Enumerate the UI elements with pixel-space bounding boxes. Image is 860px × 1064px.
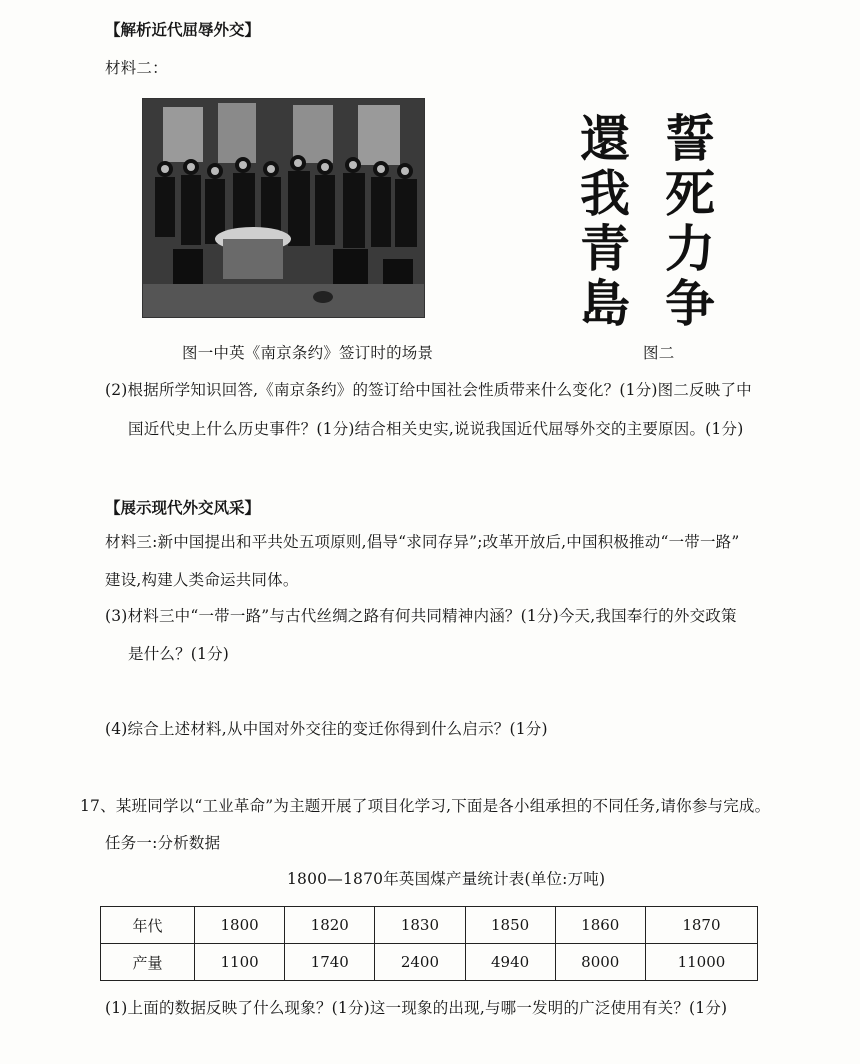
table-cell: 1800 — [195, 907, 285, 944]
table-cell: 1820 — [285, 907, 375, 944]
coal-output-table — [100, 906, 758, 981]
calligraphy-left-column: 還 我 青 島 — [580, 109, 630, 333]
section-heading-modern-diplomacy: 【展示现代外交风采】 — [105, 498, 261, 517]
table-cell: 11000 — [645, 944, 757, 981]
treaty-signing-photo — [142, 98, 425, 318]
material-two-label: 材料二： — [105, 59, 168, 77]
table-cell: 1860 — [555, 907, 645, 944]
question-2-line-2: 国近代史上什么历史事件？(1分)结合相关史实,说说我国近代屈辱外交的主要原因。(1分) — [128, 420, 744, 438]
table-row — [101, 907, 758, 944]
table-cell: 2400 — [375, 944, 465, 981]
question-17-1: (1)上面的数据反映了什么现象？(1分)这一现象的出现,与哪一发明的广泛使用有关？(1分) — [105, 999, 728, 1017]
material-three-line-1: 材料三:新中国提出和平共处五项原则,倡导“求同存异”;改革开放后,中国积极推动“一带一路” — [105, 533, 740, 551]
table-cell: 产量 — [101, 944, 195, 981]
task-one-label: 任务一:分析数据 — [105, 834, 221, 852]
table-cell: 8000 — [555, 944, 645, 981]
table-cell: 1740 — [285, 944, 375, 981]
table-cell: 1870 — [645, 907, 757, 944]
table-cell: 1830 — [375, 907, 465, 944]
question-2-line-1: (2)根据所学知识回答,《南京条约》的签订给中国社会性质带来什么变化？(1分)图二反映了中 — [105, 381, 752, 399]
material-three-line-2: 建设,构建人类命运共同体。 — [105, 571, 299, 589]
question-3-line-2: 是什么？(1分) — [128, 645, 230, 663]
figure2-caption: 图二 — [643, 344, 675, 362]
question-17-intro: 17、某班同学以“工业革命”为主题开展了项目化学习,下面是各小组承担的不同任务,请你参与完成。 — [80, 797, 771, 815]
table-cell: 1850 — [465, 907, 555, 944]
figure1-caption: 图一中英《南京条约》签订时的场景 — [182, 344, 434, 362]
section-heading-modern-humiliation: 【解析近代屈辱外交】 — [105, 20, 261, 39]
table-title: 1800—1870年英国煤产量统计表(单位:万吨) — [287, 870, 606, 888]
table-cell: 1100 — [195, 944, 285, 981]
question-4: (4)综合上述材料,从中国对外交往的变迁你得到什么启示？(1分) — [105, 720, 548, 738]
calligraphy-right-column: 誓 死 力 争 — [665, 109, 715, 333]
table-cell: 4940 — [465, 944, 555, 981]
question-3-line-1: (3)材料三中“一带一路”与古代丝绸之路有何共同精神内涵？(1分)今天,我国奉行的外交政策 — [105, 607, 737, 625]
table-cell: 年代 — [101, 907, 195, 944]
table-row — [101, 944, 758, 981]
